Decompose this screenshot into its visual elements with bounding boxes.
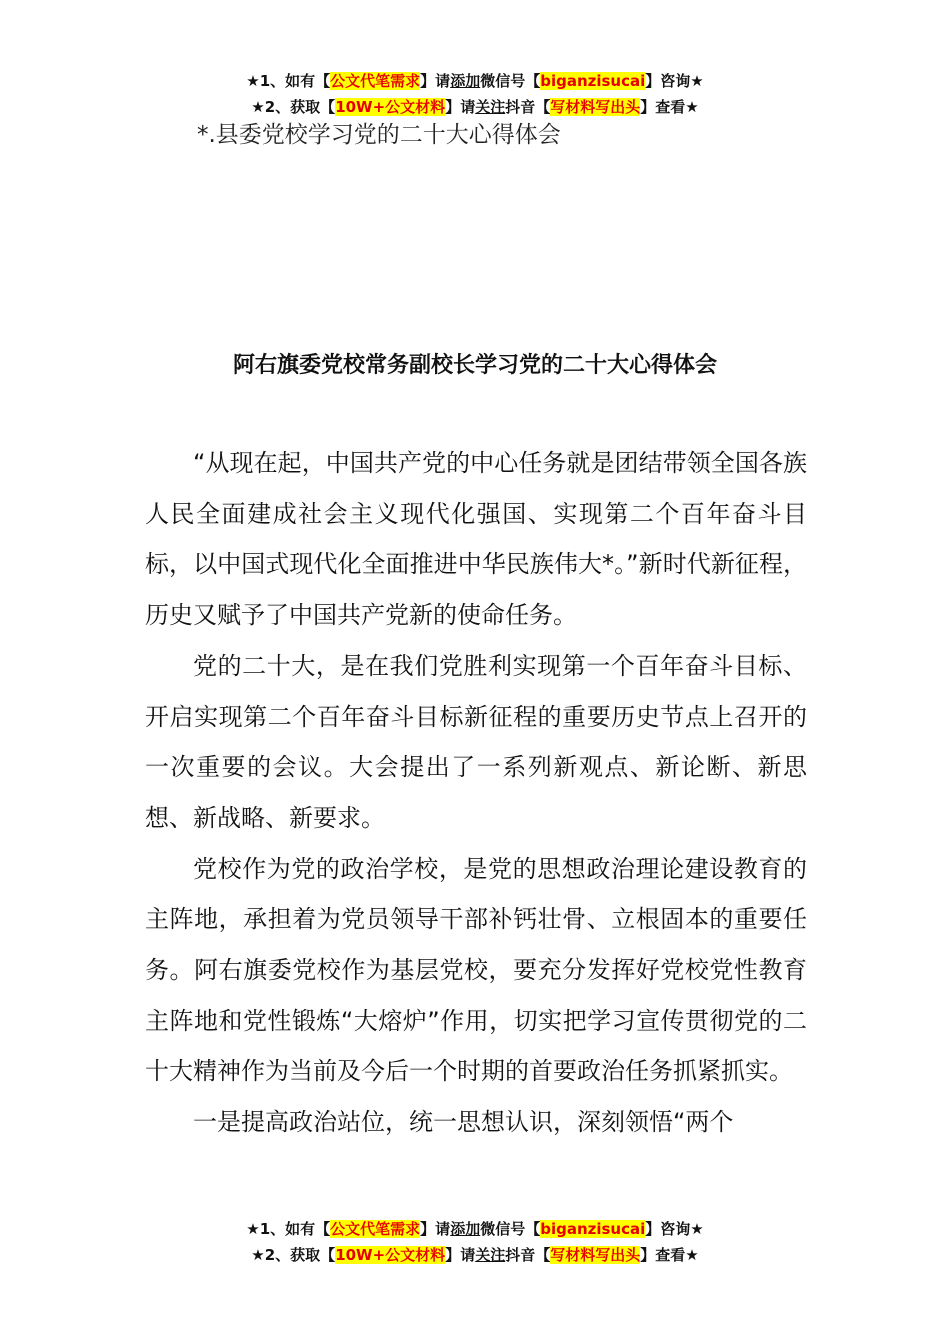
highlight-douyin-account: 写材料写出头 [550,1246,641,1264]
highlight-service: 公文代笔需求 [330,72,421,90]
paragraph: 党校作为党的政治学校，是党的思想政治理论建设教育的主阵地，承担着为党员领导干部补钙壮骨、立根固本的重要任务。阿右旗委党校作为基层党校，要充分发挥好党校党性教育主阵地和党性锻炼“大熔炉”作用，切实把学习宣传贯彻党的二十大精神作为当前及今后一个时期的首要政治任务抓紧抓实。 [145,854,807,1086]
header-banner [0,68,950,120]
highlight-service: 公文代笔需求 [330,1220,421,1238]
banner-line-2: ★2、获取【10W+公文材料】请关注抖音【写材料写出头】查看★ [251,1246,699,1264]
paragraph: 一是提高政治站位，统一思想认识，深刻领悟“两个 [193,1108,734,1137]
footer-banner [0,1216,950,1268]
highlight-douyin-account: 写材料写出头 [550,98,641,116]
highlight-materials: 10W+公文材料 [335,98,446,116]
paragraph: 党的二十大，是在我们党胜利实现第一个百年奋斗目标、开启实现第二个百年奋斗目标新征程的重要历史节点上召开的一次重要的会议。大会提出了一系列新观点、新论断、新思想、新战略、新要求。 [145,651,807,832]
banner-line-1: ★1、如有【公文代笔需求】请添加微信号【biganzisucai】咨询★ [246,72,704,90]
banner-line-1: ★1、如有【公文代笔需求】请添加微信号【biganzisucai】咨询★ [246,1220,704,1238]
article-title: 阿右旗委党校常务副校长学习党的二十大心得体会 [232,353,717,378]
document-heading: *.县委党校学习党的二十大心得体会 [197,122,561,148]
paragraph: “从现在起，中国共产党的中心任务就是团结带领全国各族人民全面建成社会主义现代化强国、实现第二个百年奋斗目标，以中国式现代化全面推进中华民族伟大*。”新时代新征程，历史又赋予了中国共产党新的使命任务。 [145,449,807,630]
banner-line-2: ★2、获取【10W+公文材料】请关注抖音【写材料写出头】查看★ [251,98,699,116]
highlight-wechat-id: biganzisucai [540,72,646,90]
article-body [145,438,807,1148]
highlight-wechat-id: biganzisucai [540,1220,646,1238]
highlight-materials: 10W+公文材料 [335,1246,446,1264]
